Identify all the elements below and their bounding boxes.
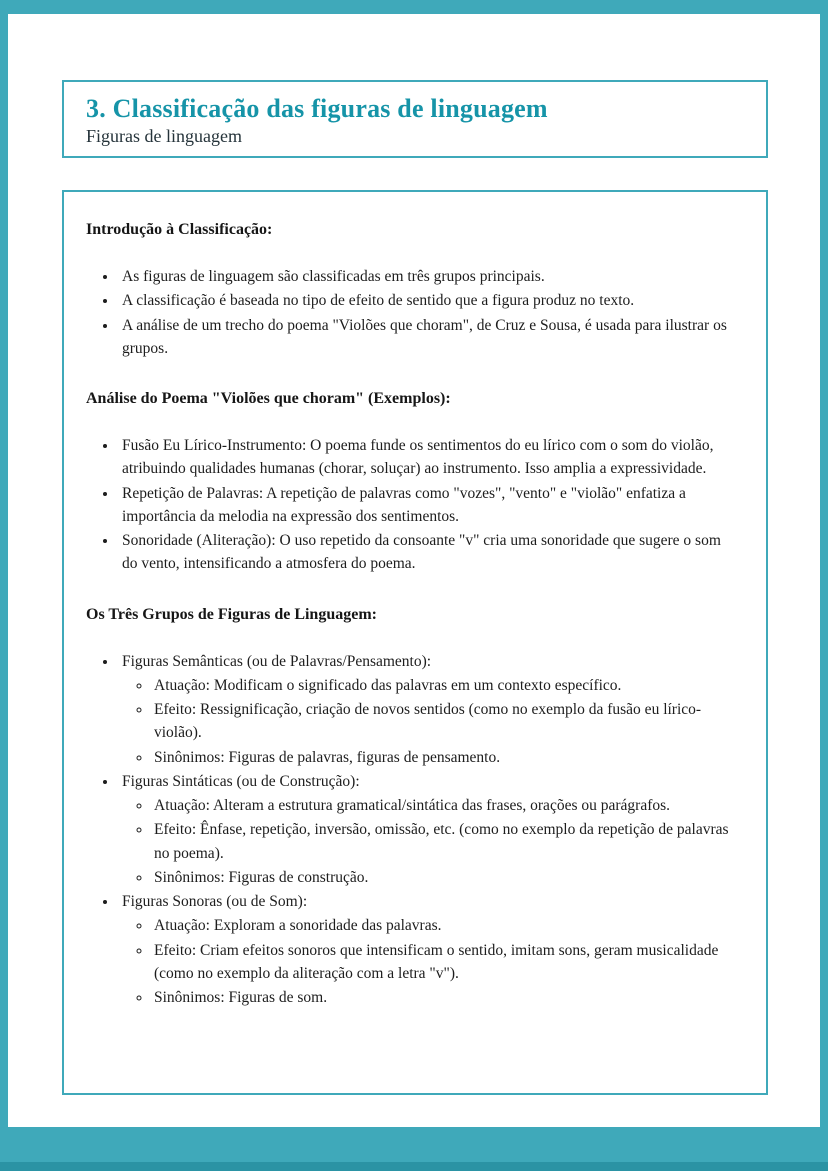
page-title: 3. Classificação das figuras de linguagem: [86, 94, 548, 123]
page-frame-bottom: [0, 1127, 828, 1171]
list-item-text: Figuras Sintáticas (ou de Construção):: [122, 772, 360, 790]
bullet-list: [86, 265, 736, 360]
bullet-list: [86, 650, 736, 1010]
list-item-text: As figuras de linguagem são classificadas em três grupos principais.: [122, 268, 545, 285]
page-frame-top: [0, 0, 828, 14]
list-item-text: Repetição de Palavras: A repetição de palavras como "vozes", "vento" e "violão" enfatiza a importância da melodia na expressão dos sentimentos.: [122, 484, 686, 525]
sub-list-item-text: Atuação: Alteram a estrutura gramatical/sintática das frases, orações ou parágrafos.: [154, 797, 671, 814]
sub-list-item: [152, 986, 736, 1009]
sub-list-item: [152, 674, 736, 697]
header-box: [62, 80, 768, 158]
page-frame-right: [820, 0, 828, 1171]
sub-list-item-text: Atuação: Modificam o significado das palavras em um contexto específico.: [154, 676, 622, 694]
sub-list-item-text: Efeito: Ressignificação, criação de novos sentidos (como no exemplo da fusão eu lírico-violão).: [154, 701, 702, 742]
sub-list-item-text: Sinônimos: Figuras de palavras, figuras de pensamento.: [154, 748, 501, 766]
list-item-text: Sonoridade (Aliteração): O uso repetido da consoante "v" cria uma sonoridade que sugere o som do vento, intensificando a atmosfera do poema.: [122, 532, 721, 573]
section-heading: Introdução à Classificação:: [86, 221, 273, 238]
list-item: [118, 265, 736, 288]
sub-list-item: [152, 818, 736, 865]
sub-bullet-list: [122, 794, 736, 889]
sub-list-item: [152, 866, 736, 889]
list-item-text: Figuras Semânticas (ou de Palavras/Pensamento):: [122, 652, 432, 670]
page-frame-bottom-edge: [0, 1162, 828, 1171]
sub-list-item-text: Efeito: Criam efeitos sonoros que intensificam o sentido, imitam sons, geram musicalidade (como no exemplo da aliteração com a letra "v").: [154, 941, 719, 982]
page-frame-left: [0, 0, 8, 1171]
list-item: [118, 650, 736, 769]
section-heading: Análise do Poema "Violões que choram" (Exemplos):: [86, 390, 451, 407]
list-item-text: Fusão Eu Lírico-Instrumento: O poema funde os sentimentos do eu lírico com o som do violão, atribuindo qualidades humanas (chorar, soluçar) ao instrumento. Isso amplia a expressividade.: [122, 437, 714, 478]
sub-list-item: [152, 794, 736, 817]
sub-list-item-text: Efeito: Ênfase, repetição, inversão, omissão, etc. (como no exemplo da repetição de palavras no poema).: [154, 821, 729, 862]
content-sections: [86, 218, 736, 1009]
list-item: [118, 482, 736, 529]
section-heading: Os Três Grupos de Figuras de Linguagem:: [86, 605, 377, 623]
sub-bullet-list: [122, 674, 736, 769]
sub-list-item: [152, 698, 736, 745]
list-item-text: A análise de um trecho do poema "Violões que choram", de Cruz e Sousa, é usada para ilustrar os grupos.: [122, 316, 727, 357]
list-item: [118, 529, 736, 576]
sub-list-item: [152, 914, 736, 937]
list-item-text: A classificação é baseada no tipo de efeito de sentido que a figura produz no texto.: [122, 292, 635, 310]
sub-list-item-text: Sinônimos: Figuras de construção.: [154, 868, 369, 886]
sub-list-item: [152, 939, 736, 986]
list-item: [118, 289, 736, 312]
list-item: [118, 770, 736, 889]
list-item: [118, 434, 736, 481]
list-item: [118, 890, 736, 1009]
sub-list-item: [152, 746, 736, 769]
page-subtitle: Figuras de linguagem: [86, 125, 242, 146]
content-box: [62, 190, 768, 1095]
sub-bullet-list: [122, 914, 736, 1009]
list-item-text: Figuras Sonoras (ou de Som):: [122, 893, 308, 910]
bullet-list: [86, 434, 736, 576]
list-item: [118, 314, 736, 361]
sub-list-item-text: Sinônimos: Figuras de som.: [154, 989, 328, 1006]
sub-list-item-text: Atuação: Exploram a sonoridade das palavras.: [154, 917, 442, 935]
